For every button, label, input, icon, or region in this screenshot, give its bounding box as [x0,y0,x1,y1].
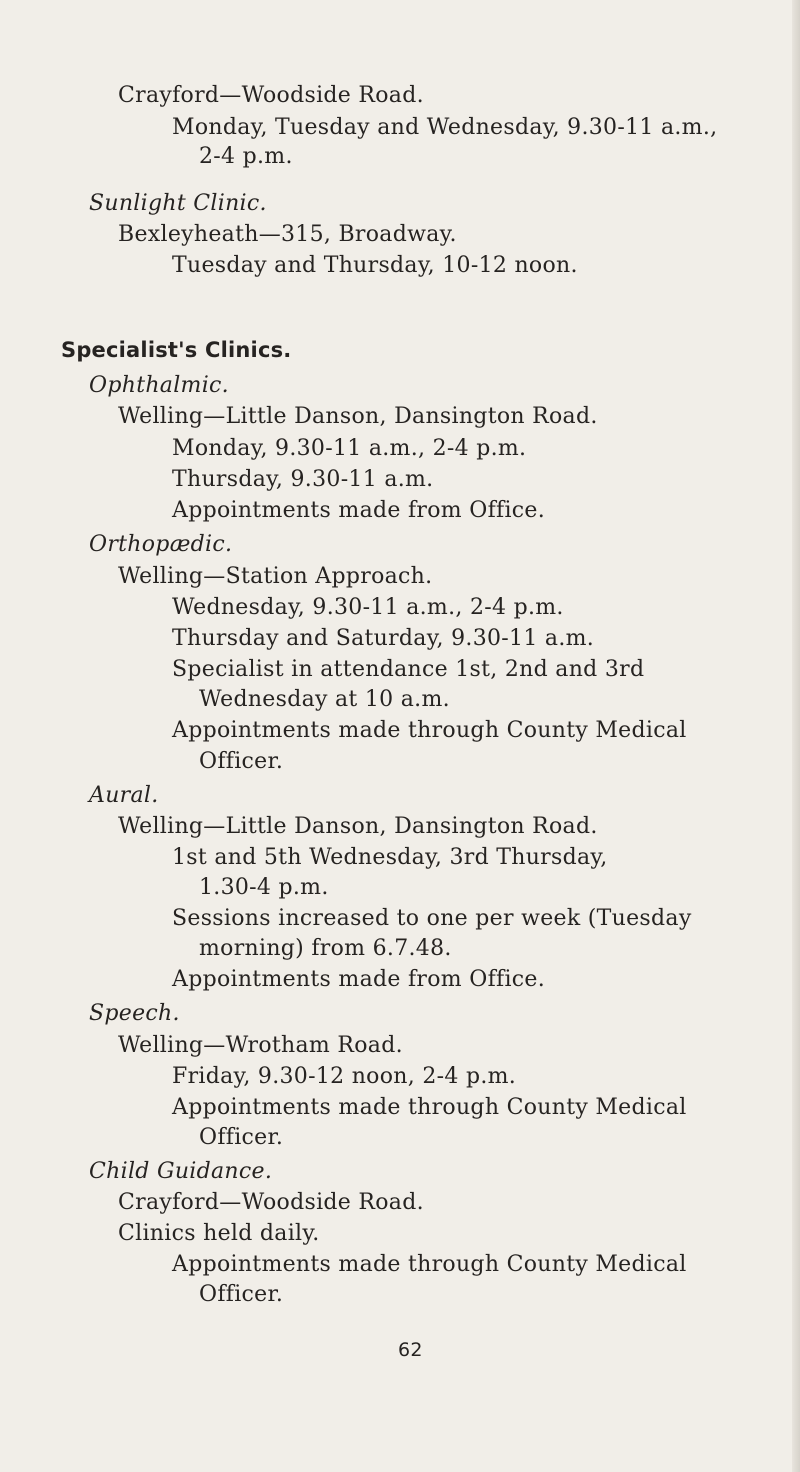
section-heading-specialists-clinics: Specialist's Clinics. [61,338,292,362]
schedule-line: Monday, 9.30-11 a.m., 2-4 p.m. [172,436,527,461]
appointments-note: Appointments made through County Medical [172,718,687,743]
appointments-note: Appointments made from Office. [172,967,546,992]
location-welling: Welling—Wrotham Road. [118,1033,403,1058]
location-welling: Welling—Little Danson, Dansington Road. [118,814,598,839]
section-title-child-guidance: Child Guidance. [89,1159,273,1184]
schedule-line: Thursday and Saturday, 9.30-11 a.m. [172,626,595,651]
specialist-note: Wednesday at 10 a.m. [199,687,450,712]
appointments-note: Appointments made through County Medical [172,1252,687,1277]
location-bexleyheath: Bexleyheath—315, Broadway. [118,222,457,247]
appointments-note: Officer. [199,1282,284,1307]
sessions-note: Sessions increased to one per week (Tuesday [172,906,692,931]
section-title-ophthalmic: Ophthalmic. [89,373,229,398]
schedule-line: Tuesday and Thursday, 10-12 noon. [172,253,578,278]
schedule-line: Monday, Tuesday and Wednesday, 9.30-11 a.m., [172,115,718,140]
appointments-note: Appointments made through County Medical [172,1095,687,1120]
schedule-line: Clinics held daily. [118,1221,320,1246]
section-title-sunlight-clinic: Sunlight Clinic. [89,191,267,216]
section-title-speech: Speech. [89,1001,180,1026]
appointments-note: Officer. [199,749,284,774]
schedule-line: 1st and 5th Wednesday, 3rd Thursday, [172,845,608,870]
section-title-aural: Aural. [89,783,159,808]
schedule-line: 1.30-4 p.m. [199,875,329,900]
location-crayford: Crayford—Woodside Road. [118,1190,424,1215]
schedule-line: 2-4 p.m. [199,144,293,169]
section-title-orthopaedic: Orthopædic. [89,532,233,557]
sessions-note: morning) from 6.7.48. [199,936,452,961]
location-welling: Welling—Station Approach. [118,564,433,589]
location-welling: Welling—Little Danson, Dansington Road. [118,404,598,429]
specialist-note: Specialist in attendance 1st, 2nd and 3rd [172,657,645,682]
page-edge-shadow [792,0,800,1472]
location-crayford: Crayford—Woodside Road. [118,83,424,108]
schedule-line: Wednesday, 9.30-11 a.m., 2-4 p.m. [172,595,564,620]
page-number: 62 [398,1339,423,1361]
appointments-note: Appointments made from Office. [172,498,546,523]
schedule-line: Friday, 9.30-12 noon, 2-4 p.m. [172,1064,517,1089]
schedule-line: Thursday, 9.30-11 a.m. [172,467,434,492]
appointments-note: Officer. [199,1125,284,1150]
